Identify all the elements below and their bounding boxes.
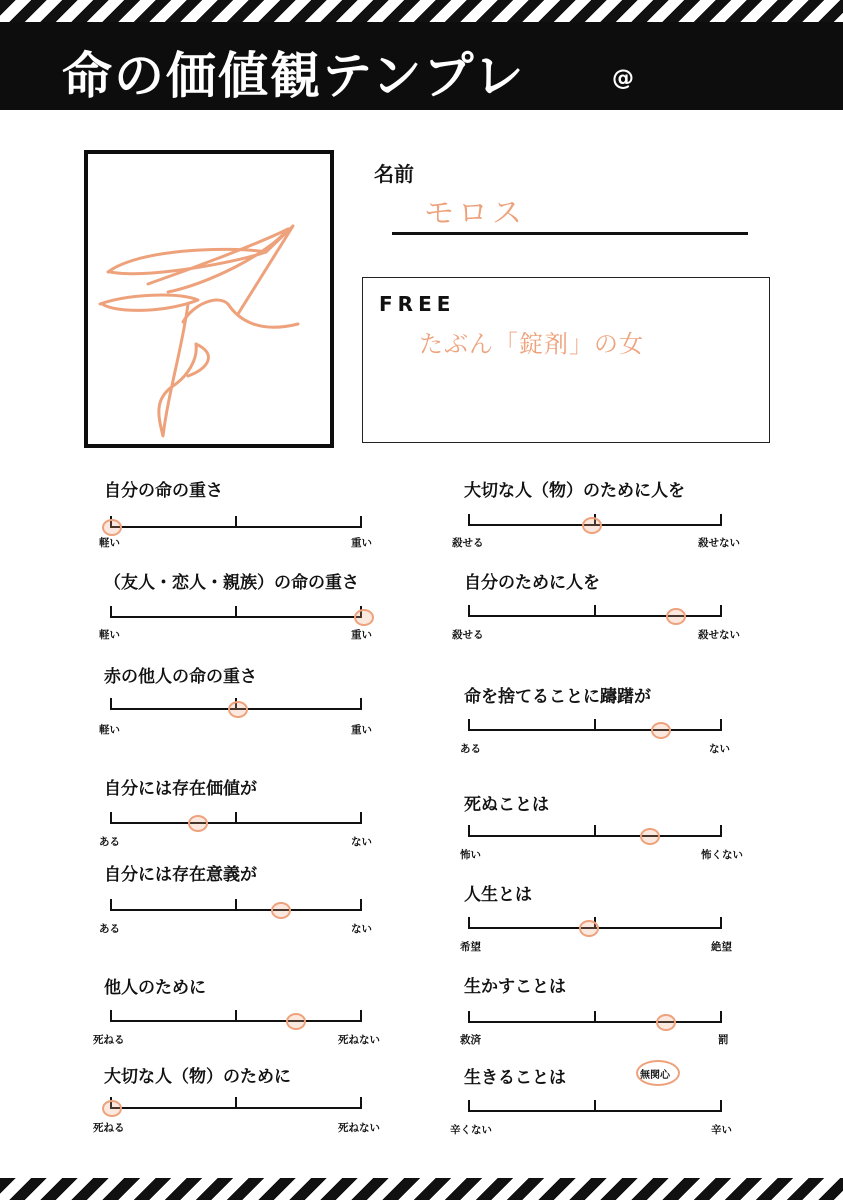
scale-marker[interactable]: [102, 519, 122, 536]
scale-right-label: 重い: [351, 537, 372, 549]
question-scale: [468, 825, 722, 839]
question-text: 人生とは: [464, 885, 532, 905]
scale-right-label: 怖くない: [701, 849, 743, 861]
scale-right-label: 重い: [351, 629, 372, 641]
scale-left-label: ある: [460, 743, 481, 755]
scale-left-label: 死ねる: [93, 1122, 125, 1134]
scale-left-label: 殺せる: [452, 537, 484, 549]
question-scale: [110, 1010, 362, 1024]
question-scale: [110, 812, 362, 826]
portrait-box: [84, 150, 334, 448]
scale-right-label: 辛い: [711, 1124, 732, 1136]
question-text: 自分には存在価値が: [104, 779, 257, 799]
scale-left-label: 救済: [460, 1034, 481, 1046]
scale-right-label: 重い: [351, 724, 372, 736]
question-scale: [468, 719, 722, 733]
question-text: 生かすことは: [464, 977, 566, 997]
scale-right-label: 殺せない: [698, 537, 740, 549]
scale-marker[interactable]: [666, 608, 686, 625]
scale-right-label: ない: [351, 923, 372, 935]
question-text: 死ぬことは: [464, 795, 549, 815]
scale-marker[interactable]: [271, 902, 291, 919]
question-text: 他人のために: [104, 978, 206, 998]
question-scale: [468, 1100, 722, 1114]
scale-right-label: 罰: [718, 1034, 729, 1046]
scale-right-label: 死ねない: [338, 1034, 380, 1046]
top-stripe-border: [0, 0, 843, 22]
scale-marker[interactable]: [651, 722, 671, 739]
scale-left-label: 辛くない: [450, 1124, 492, 1136]
question-text: （友人・恋人・親族）の命の重さ: [104, 573, 359, 593]
free-box: [362, 277, 770, 443]
free-label: FREE: [379, 292, 456, 316]
question-text: 大切な人（物）のために人を: [464, 481, 685, 501]
question-text: 大切な人（物）のために: [104, 1067, 291, 1087]
question-scale: [110, 516, 362, 530]
muted-option-circle: [636, 1060, 680, 1086]
scale-left-label: 軽い: [99, 537, 120, 549]
scale-marker[interactable]: [354, 609, 374, 626]
scale-left-label: ある: [99, 923, 120, 935]
scale-right-label: 殺せない: [698, 629, 740, 641]
question-scale: [110, 1097, 362, 1111]
question-text: 自分のために人を: [464, 573, 600, 593]
scale-left-label: 希望: [460, 941, 481, 953]
scale-left-label: 怖い: [460, 849, 481, 861]
scale-left-label: 死ねる: [93, 1034, 125, 1046]
scale-marker[interactable]: [188, 815, 208, 832]
scale-marker[interactable]: [286, 1013, 306, 1030]
muted-option-label: 無関心: [640, 1070, 670, 1081]
title-bar: [0, 22, 843, 110]
scale-right-label: ない: [351, 836, 372, 848]
handwritten-signature-icon: [88, 154, 330, 444]
question-text: 命を捨てることに躊躇が: [464, 687, 651, 707]
scale-left-label: ある: [99, 836, 120, 848]
question-text: 自分の命の重さ: [104, 481, 223, 501]
scale-left-label: 軽い: [99, 629, 120, 641]
page-title: 命の価値観テンプレ: [62, 46, 526, 105]
question-text: 生きることは: [464, 1068, 566, 1088]
scale-right-label: 死ねない: [338, 1122, 380, 1134]
handle-at: @: [612, 66, 634, 91]
scale-right-label: 絶望: [711, 941, 732, 953]
scale-marker[interactable]: [228, 701, 248, 718]
bottom-stripe-border: [0, 1178, 843, 1200]
name-value[interactable]: モロス: [424, 196, 526, 231]
scale-left-label: 殺せる: [452, 629, 484, 641]
scale-right-label: ない: [709, 743, 730, 755]
question-scale: [110, 606, 362, 620]
name-underline: [392, 232, 748, 235]
scale-left-label: 軽い: [99, 724, 120, 736]
name-label: 名前: [374, 162, 414, 186]
question-text: 赤の他人の命の重さ: [104, 667, 257, 687]
scale-marker[interactable]: [656, 1014, 676, 1031]
question-scale: [468, 1011, 722, 1025]
scale-marker[interactable]: [102, 1100, 122, 1117]
scale-marker[interactable]: [640, 828, 660, 845]
scale-marker[interactable]: [582, 517, 602, 534]
question-text: 自分には存在意義が: [104, 865, 257, 885]
scale-marker[interactable]: [579, 920, 599, 937]
free-value[interactable]: たぶん「錠剤」の女: [419, 330, 644, 358]
question-scale: [110, 899, 362, 913]
